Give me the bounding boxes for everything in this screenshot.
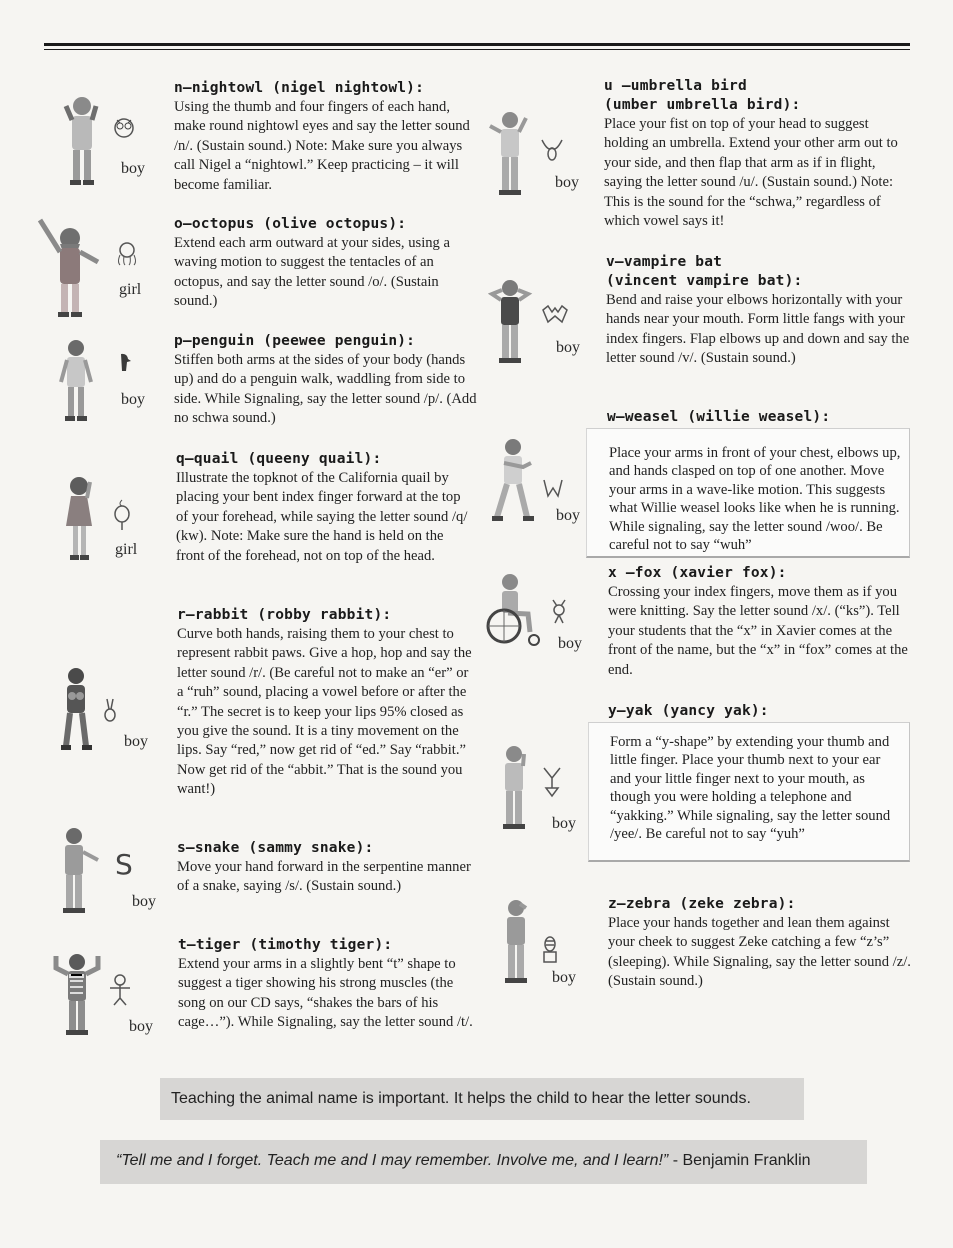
note-text: Teaching the animal name is important. It helps the child to hear the letter sounds. xyxy=(171,1090,751,1107)
entry-text: Bend and raise your elbows horizontally with your hands near your mouth. Form little fangs with your index fingers. Flap elbows up and down and say the letter sound /v/. (Sustain sound.) xyxy=(606,292,910,367)
gender-label: boy xyxy=(558,635,582,652)
entry-t xyxy=(178,936,480,1033)
entry-text: Crossing your index fingers, move them as if you were knitting. Say the letter sound /x/. (“ks”). Tell your students that the “x” in Xavier comes at the front of the name, but the “x” in “fox” comes at the end. xyxy=(608,584,908,678)
gender-label: boy xyxy=(129,1018,153,1035)
child-figure-icon xyxy=(498,896,534,988)
top-rule xyxy=(44,43,910,50)
weasel-icon xyxy=(542,476,564,500)
entry-heading: t—tiger (timothy tiger): xyxy=(178,937,393,953)
gender-label: boy xyxy=(556,339,580,356)
franklin-quote xyxy=(100,1140,867,1184)
entry-x xyxy=(608,564,913,680)
entry-text: Curve both hands, raising them to your chest to represent rabbit paws. Give a hop, hop and say the letter sound /r/. (Be careful not to make an “er” or a “ruh” sound, placing a vowel before or after the “r.” The secret is to keep your lips 95% closed as you give the sound. It is a tiny movement on the lips. Say “red,” now get rid of “ed.” Say “rabbit.” Now get rid of the “abbit.” That is the sound you want!) xyxy=(177,626,472,798)
wheelchair-child-icon xyxy=(486,572,544,648)
entry-heading: r—rabbit (robby rabbit): xyxy=(177,607,392,623)
gender-label: boy xyxy=(121,160,145,177)
entry-heading: o—octopus (olive octopus): xyxy=(174,216,407,232)
animal-name-note xyxy=(160,1078,804,1120)
entry-text: Place your arms in front of your chest, elbows up, and hands clasped on top of one another. Move your arms in a wave-like motion. This suggests what Willie weasel looks like when he is running. While signaling, say the letter sound /woo/. Be careful not to say “wuh” xyxy=(609,445,901,554)
child-figure-icon xyxy=(50,948,104,1040)
entry-heading: q—quail (queeny quail): xyxy=(176,451,382,467)
child-figure-icon xyxy=(56,666,96,754)
entry-heading: w—weasel (willie weasel): xyxy=(607,409,831,425)
entry-y-heading xyxy=(608,702,913,721)
gender-label: boy xyxy=(552,815,576,832)
entry-text: Move your hand forward in the serpentine manner of a snake, saying /s/. (Sustain sound.) xyxy=(177,859,471,895)
gender-label: boy xyxy=(121,391,145,408)
child-figure-icon xyxy=(491,435,537,527)
entry-text: Place your hands together and lean them against your cheek to suggest Zeke catching a few “z’s” (sleeping). While Signaling, say the letter sound /z/. (Sustain sound.) xyxy=(608,915,911,990)
entry-p xyxy=(174,332,479,429)
entry-text: Place your fist on top of your head to suggest holding an umbrella. Extend your other arm out to your side, and then flap that arm as if in flight, saying the letter sound /u/. (Sustain sound.) Note: This is the sound for the “schwa,” regardless of which vowel says it! xyxy=(604,116,898,230)
rabbit-icon xyxy=(101,697,119,723)
entry-text: Form a “y-shape” by extending your thumb and little finger. Place your thumb next to your ear and your little finger next to your mouth, as though you were holding a telephone and “yakking.” While signaling, say the letter sound /yee/. Be careful not to say “yuh” xyxy=(610,734,891,843)
entry-heading: u —umbrella bird (umber umbrella bird): xyxy=(604,78,801,113)
gender-label: boy xyxy=(124,733,148,750)
entry-w xyxy=(586,428,910,558)
entry-heading: y—yak (yancy yak): xyxy=(608,703,769,719)
entry-w-heading xyxy=(607,408,912,427)
zebra-icon xyxy=(538,934,562,964)
bird-icon xyxy=(540,134,564,162)
entry-n xyxy=(174,79,474,195)
gender-label: girl xyxy=(115,541,138,558)
entry-o xyxy=(174,215,479,312)
entry-u xyxy=(604,77,909,231)
child-figure-icon xyxy=(494,742,534,834)
entry-heading: z—zebra (zeke zebra): xyxy=(608,896,796,912)
entry-text: Extend your arms in a slightly bent “t” shape to suggest a tiger showing his strong muscles (the song on our CD says, “shakes the bars of his cage…”). While Signaling, say the letter sound /t/. xyxy=(178,956,473,1031)
gender-label: boy xyxy=(556,507,580,524)
gender-label: boy xyxy=(132,893,156,910)
entry-heading: n—nightowl (nigel nightowl): xyxy=(174,80,425,96)
entry-text: Using the thumb and four fingers of each hand, make round nightowl eyes and say the letter sound /n/. (Sustain sound.) Note: Make sure you always call Nigel a “nightowl.” Keep practicing – it will become familiar. xyxy=(174,99,470,193)
entry-r xyxy=(177,606,477,800)
quote-text: “Tell me and I forget. Teach me and I may remember. Involve me, and I learn!” xyxy=(116,1152,669,1169)
entry-z xyxy=(608,895,913,992)
child-figure-icon xyxy=(488,276,534,368)
entry-heading: p—penguin (peewee penguin): xyxy=(174,333,416,349)
snake-icon: S xyxy=(115,848,133,881)
child-figure-icon xyxy=(58,826,104,918)
gender-label: girl xyxy=(119,281,142,298)
quail-icon xyxy=(110,498,134,532)
entry-heading: x —fox (xavier fox): xyxy=(608,565,787,581)
gender-label: boy xyxy=(555,174,579,191)
child-figure-icon xyxy=(34,214,104,320)
entry-y xyxy=(588,722,910,862)
child-figure-icon xyxy=(488,108,538,200)
yak-icon xyxy=(541,764,563,798)
owl-icon xyxy=(113,116,135,138)
quote-author: - Benjamin Franklin xyxy=(668,1152,811,1169)
child-figure-icon xyxy=(56,338,96,424)
penguin-icon xyxy=(117,353,133,373)
gender-label: boy xyxy=(552,969,576,986)
entry-v xyxy=(606,253,911,369)
entry-q xyxy=(176,450,472,566)
entry-text: Illustrate the topknot of the California quail by placing your bent index finger forward at the top of your forehead, while saying the letter sound /q/ (kw). Note: Make sure the hand is held on the front of the forehead, not on top of the head. xyxy=(176,470,468,564)
entry-text: Extend each arm outward at your sides, using a waving motion to suggest the tentacles of an octopus, and say the letter sound /o/. (Sustain sound.) xyxy=(174,235,450,310)
fox-icon xyxy=(549,598,569,624)
entry-s xyxy=(177,839,482,897)
entry-heading: s—snake (sammy snake): xyxy=(177,840,374,856)
child-figure-icon xyxy=(60,474,98,564)
octopus-icon xyxy=(115,240,139,266)
entry-text: Stiffen both arms at the sides of your body (hands up) and do a penguin walk, waddling from side to side. While Signaling, say the letter sound /p/. (Add no schwa sound.) xyxy=(174,352,477,427)
tiger-icon xyxy=(106,972,134,1006)
entry-heading: v—vampire bat (vincent vampire bat): xyxy=(606,254,803,289)
bat-icon xyxy=(542,304,568,324)
child-figure-icon xyxy=(60,94,104,190)
